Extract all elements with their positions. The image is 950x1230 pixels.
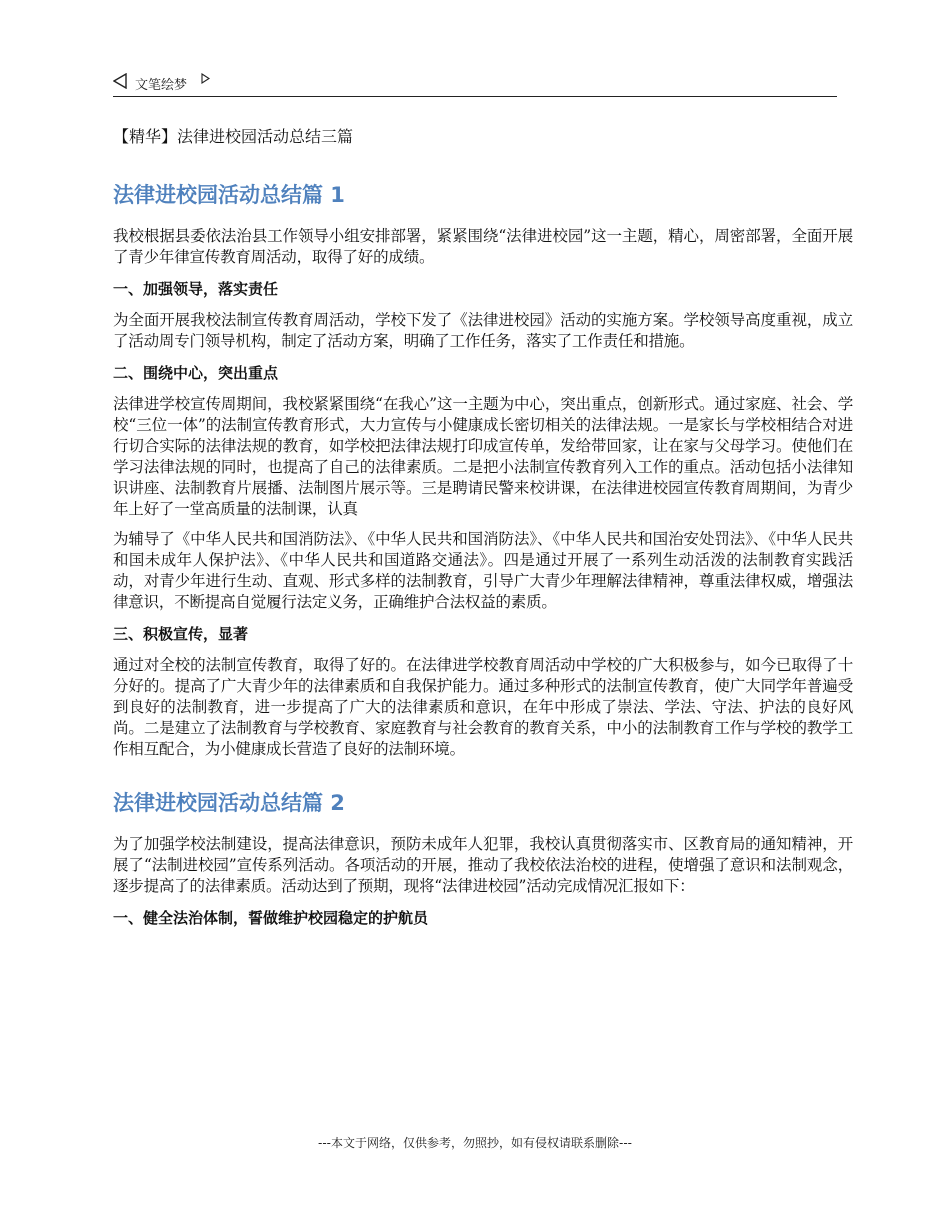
section-2-intro: 为了加强学校法制建设，提高法律意识，预防未成年人犯罪，我校认真贯彻落实市、区教育局的通知精神，开展了“法制进校园”宣传系列活动。各项活动的开展，推动了我校依法治校的进程，使增强了意识和法制观念，逐步提高了的法律素质。活动达到了预期，现将“法律进校园”活动完成情况汇报如下： [113,835,853,895]
page-header [113,70,837,97]
section-2-subheading-1: 一、健全法治体制，誓做维护校园稳定的护航员 [113,909,429,927]
section-1-heading: 法律进校园活动总结篇 1 [113,183,345,207]
section-1-paragraph-1: 为全面开展我校法制宣传教育周活动，学校下发了《法律进校园》活动的实施方案。学校领导高度重视，成立了活动周专门领导机构，制定了活动方案，明确了工作任务，落实了工作责任和措施。 [113,311,853,350]
section-1-subheading-1: 一、加强领导，落实责任 [113,280,279,298]
section-1-paragraph-3: 为辅导了《中华人民共和国消防法》、《中华人民共和国消防法》、《中华人民共和国治安处罚法》、《中华人民共和国未成年人保护法》、《中华人民共和国道路交通法》。四是通过开展了一系列生动活泼的法制教育实践活动，对青少年进行生动、直观、形式多样的法制教育，引导广大青少年理解法律精神，尊重法律权威，增强法律意识，不断提高自觉履行法定义务，正确维护合法权益的素质。 [113,530,853,611]
section-1-paragraph-2: 法律进学校宣传周期间，我校紧紧围绕“在我心”这一主题为中心，突出重点，创新形式。通过家庭、社会、学校“三位一体”的法制宣传教育形式，大力宣传与小健康成长密切相关的法律法规。一是家长与学校相结合对进行切合实际的法律法规的教育，如学校把法律法规打印成宣传单，发给带回家，让在家与父母学习。使他们在学习法律法规的同时，也提高了自己的法律素质。二是把小法制宣传教育列入工作的重点。活动包括小法律知识讲座、法制教育片展播、法制图片展示等。三是聘请民警来校讲课，在法律进校园宣传教育周期间，为青少年上好了一堂高质量的法制课，认真 [113,395,853,518]
section-1-subheading-3: 三、积极宣传，显著 [113,625,249,643]
brand-name: 文笔绘梦 [135,78,188,93]
section-1-intro: 我校根据县委依法治县工作领导小组安排部署，紧紧围绕“法律进校园”这一主题，精心，周密部署，全面开展了青少年律宣传教育周活动，取得了好的成绩。 [113,227,853,266]
section-2-heading: 法律进校园活动总结篇 2 [113,791,345,815]
triangle-right-icon [201,73,210,84]
document-title: 【精华】法律进校园活动总结三篇 [113,127,354,146]
section-1-subheading-2: 二、围绕中心，突出重点 [113,364,279,382]
section-1-paragraph-4: 通过对全校的法制宣传教育，取得了好的。在法律进学校教育周活动中学校的广大积极参与，如今已取得了十分好的。提高了广大青少年的法律素质和自我保护能力。通过多种形式的法制宣传教育，使广大同学年普遍受到良好的法制教育，进一步提高了广大的法律素质和意识，在年中形成了崇法、学法、守法、护法的良好风尚。二是建立了法制教育与学校教育、家庭教育与社会教育的教育关系，中小的法制教育工作与学校的教学工作相互配合，为小健康成长营造了良好的法制环境。 [113,656,853,758]
page-footer-disclaimer: ---本文于网络，仅供参考，勿照抄，如有侵权请联系删除--- [318,1136,632,1150]
document-body [113,124,853,939]
triangle-left-icon [113,73,127,89]
